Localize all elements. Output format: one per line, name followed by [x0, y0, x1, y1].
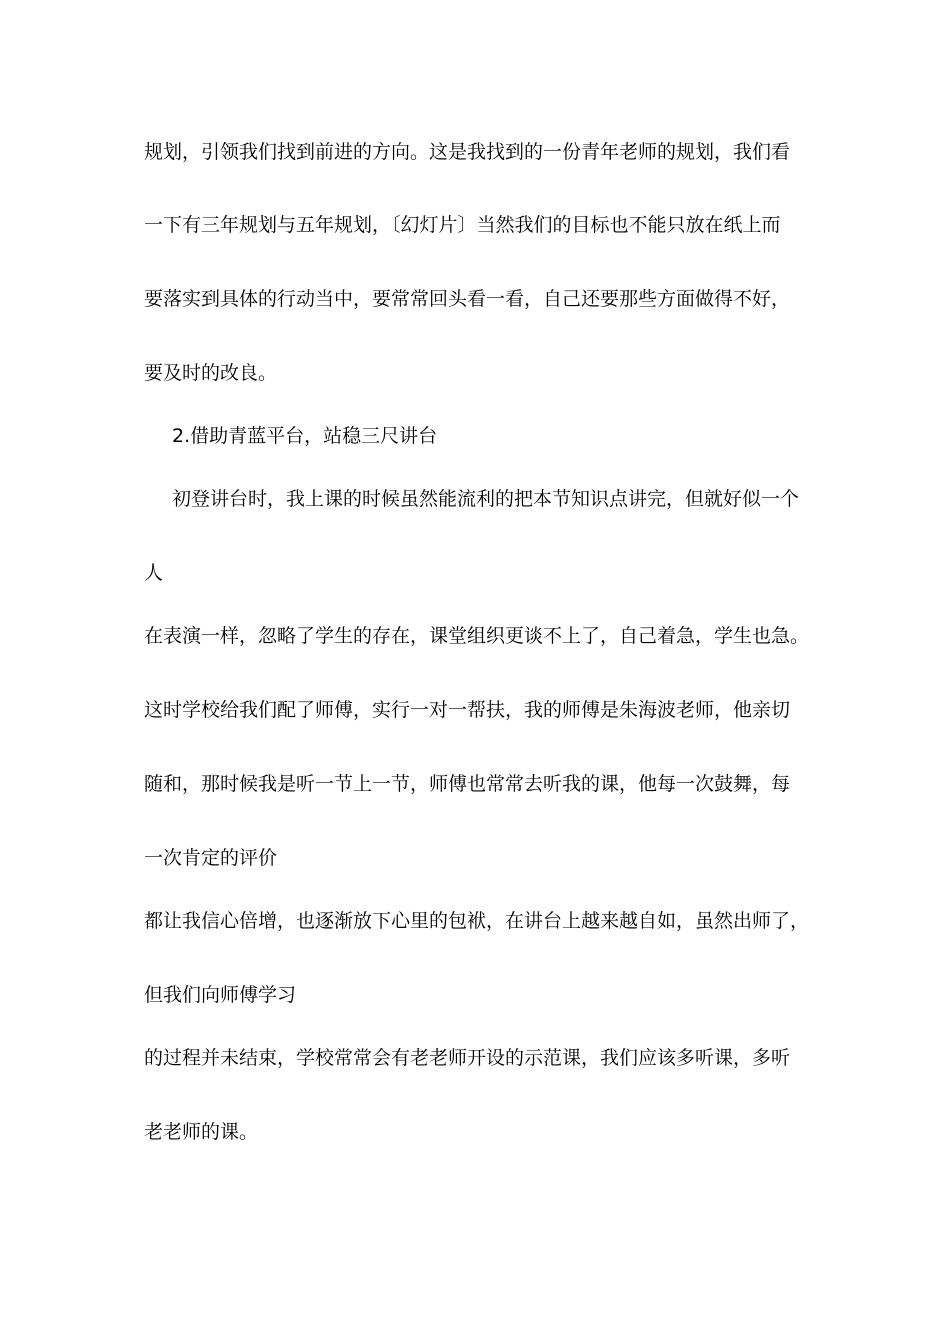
- paragraph-line-8: 这时学校给我们配了师傅，实行一对一帮扶，我的师傅是朱海波老师，他亲切: [144, 699, 791, 721]
- paragraph-line-5: 初登讲台时，我上课的时候虽然能流利的把本节知识点讲完，但就好似一个: [172, 488, 800, 510]
- paragraph-line-7: 在表演一样，忽略了学生的存在，课堂组织更谈不上了，自己着急，学生也急。: [144, 625, 810, 647]
- paragraph-line-1: 规划，引领我们找到前进的方向。这是我找到的一份青年老师的规划，我们看: [144, 141, 791, 163]
- paragraph-line-10: 一次肯定的评价: [144, 847, 278, 869]
- paragraph-line-4: 要及时的改良。: [144, 362, 278, 384]
- paragraph-line-13: 的过程并未结束，学校常常会有老老师开设的示范课，我们应该多听课，多听: [144, 1047, 791, 1069]
- paragraph-line-12: 但我们向师傅学习: [144, 984, 297, 1006]
- paragraph-line-6: 人: [144, 562, 164, 584]
- paragraph-line-9: 随和，那时候我是听一节上一节，师傅也常常去听我的课，他每一次鼓舞，每: [144, 773, 791, 795]
- paragraph-line-2: 一下有三年规划与五年规划，〔幻灯片〕当然我们的目标也不能只放在纸上而: [144, 214, 781, 236]
- paragraph-line-11: 都让我信心倍增，也逐渐放下心里的包袱，在讲台上越来越自如，虽然出师了，: [144, 910, 810, 932]
- section-heading: 2.借助青蓝平台，站稳三尺讲台: [172, 425, 438, 447]
- paragraph-line-14: 老老师的课。: [144, 1121, 259, 1143]
- paragraph-line-3: 要落实到具体的行动当中，要常常回头看一看，自己还要那些方面做得不好，: [144, 288, 791, 310]
